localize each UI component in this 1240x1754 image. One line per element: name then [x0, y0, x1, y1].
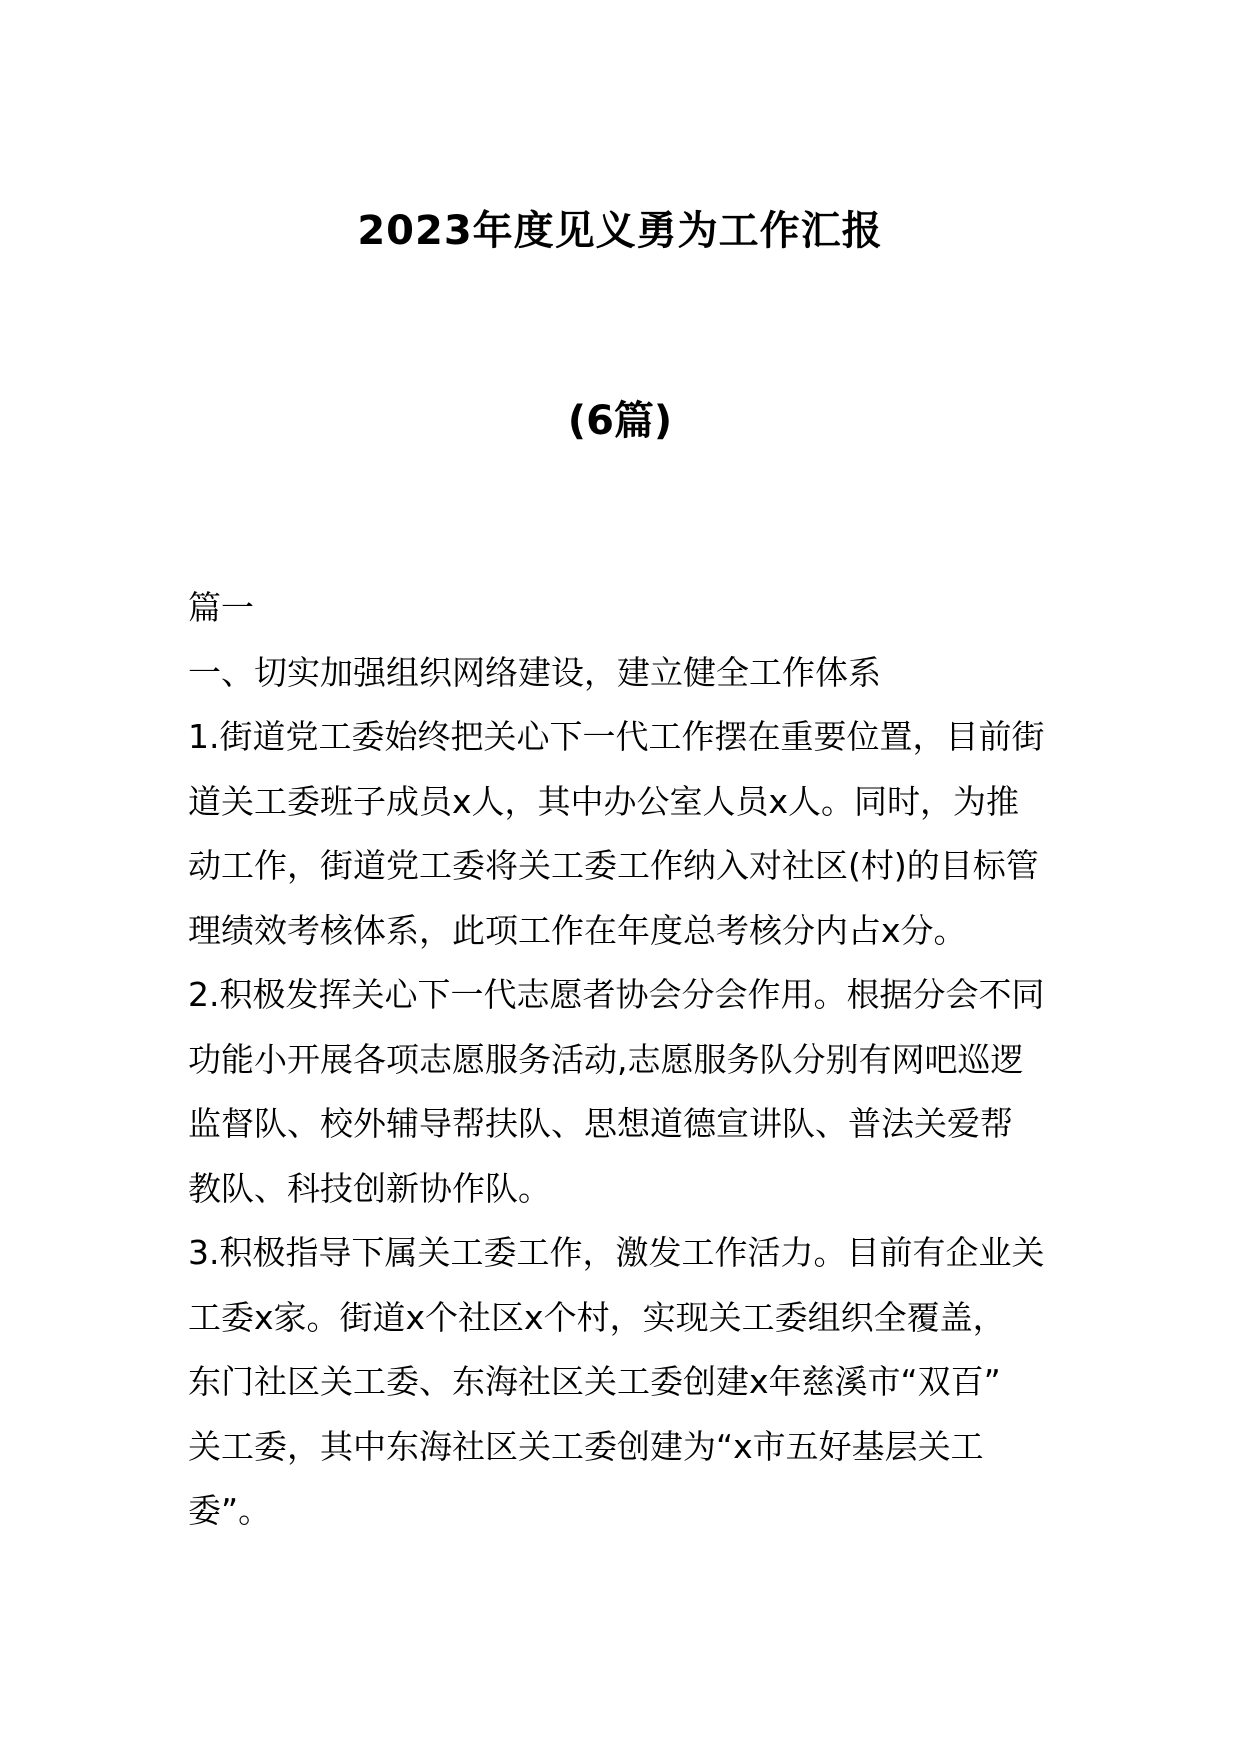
- subsection-heading: 一、切实加强组织网络建设，建立健全工作体系: [188, 652, 881, 692]
- paragraph-line: 教队、科技创新协作队。: [188, 1168, 551, 1208]
- paragraph-line: 理绩效考核体系，此项工作在年度总考核分内占x分。: [188, 910, 967, 950]
- section-heading: 篇一: [188, 588, 254, 627]
- paragraph-line: 工委x家。街道x个社区x个村，实现关工委组织全覆盖，: [188, 1297, 1006, 1337]
- document-title: 2023年度见义勇为工作汇报: [357, 208, 883, 254]
- paragraph-line: 功能小开展各项志愿服务活动,志愿服务队分别有网吧巡逻: [188, 1039, 1024, 1079]
- document-subtitle: (6篇): [567, 398, 673, 444]
- paragraph-line: 监督队、校外辅导帮扶队、思想道德宣讲队、普法关爱帮: [188, 1104, 1013, 1143]
- paragraph-line: 关工委，其中东海社区关工委创建为“x市五好基层关工: [188, 1426, 984, 1466]
- paragraph-line: 道关工委班子成员x人，其中办公室人员x人。同时，为推: [188, 781, 1020, 821]
- paragraph-line: 动工作，街道党工委将关工委工作纳入对社区(村)的目标管: [188, 846, 1039, 885]
- document-body: [188, 576, 1058, 1544]
- paragraph-line: 3.积极指导下属关工委工作，激发工作活力。目前有企业关: [188, 1233, 1045, 1272]
- paragraph-line: 1.街道党工委始终把关心下一代工作摆在重要位置，目前街: [188, 717, 1045, 756]
- paragraph-line: 2.积极发挥关心下一代志愿者协会分会作用。根据分会不同: [188, 975, 1045, 1014]
- paragraph-line: 东门社区关工委、东海社区关工委创建x年慈溪市“双百”: [188, 1362, 1001, 1401]
- paragraph-line: 委”。: [188, 1491, 272, 1530]
